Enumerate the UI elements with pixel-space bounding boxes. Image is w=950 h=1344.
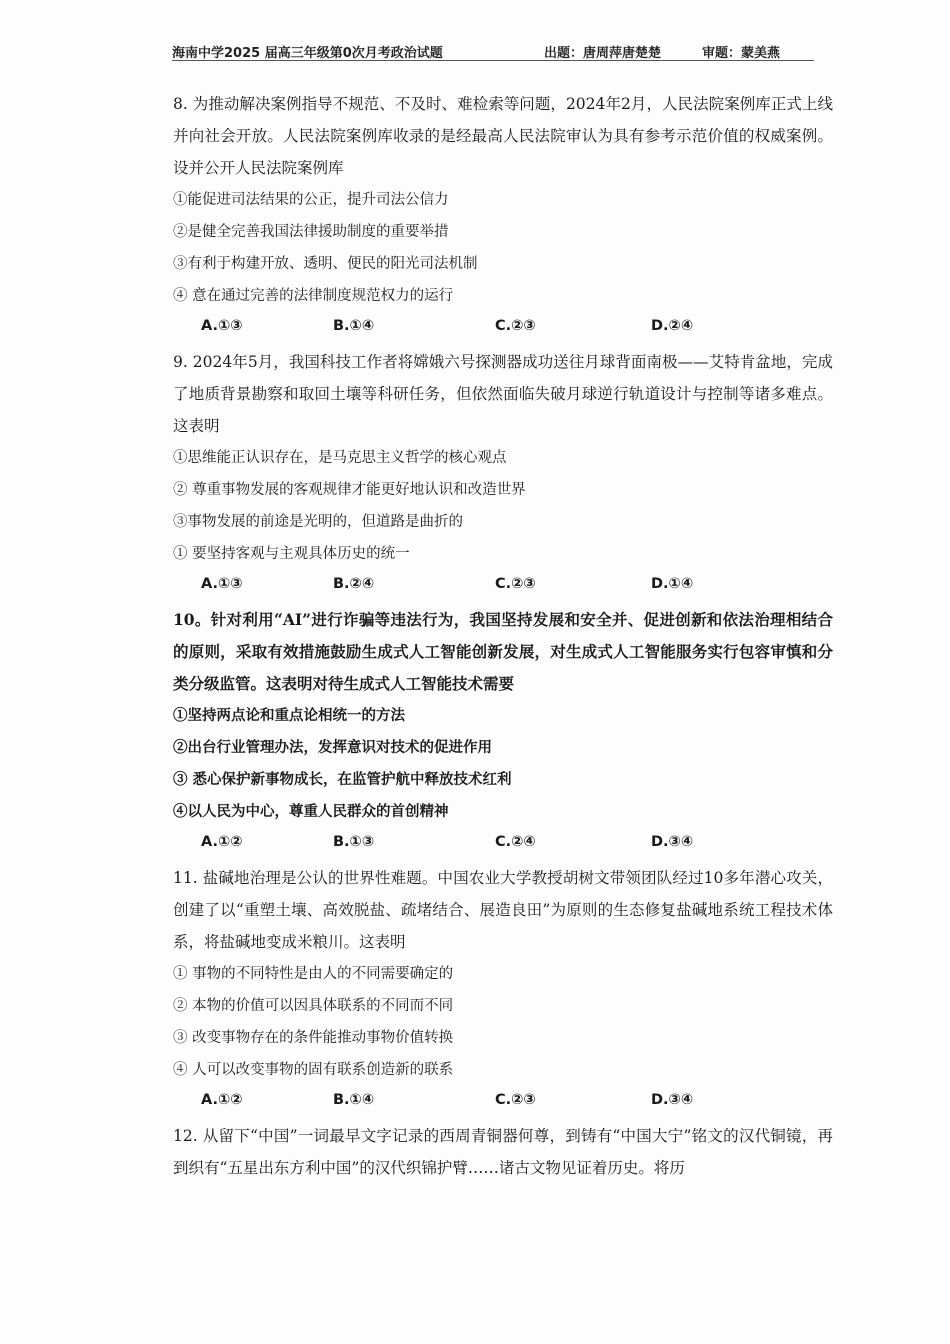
header-rule xyxy=(172,60,814,61)
question-12 xyxy=(173,1120,833,1184)
reviewer-credit: 审题：蒙美燕 xyxy=(702,46,781,61)
option-a: A.①③ xyxy=(201,318,243,334)
option-c: C.②③ xyxy=(495,318,536,334)
question-9 xyxy=(173,346,833,604)
answer-options xyxy=(173,312,833,346)
answer-options xyxy=(173,570,833,604)
statement: ② 尊重事物发展的客观规律才能更好地认识和改造世界 xyxy=(173,482,526,498)
statement: ①思维能正认识存在，是马克思主义哲学的核心观点 xyxy=(173,450,507,466)
question-stem: 9. 2024年5月，我国科技工作者将嫦娥六号探测器成功送往月球背面南极——艾特肯盆地，完成了地质背景勘察和取回土壤等科研任务，但依然面临失破月球逆行轨道设计与控制等诸多难点。这表明 xyxy=(173,353,833,435)
statement: ①能促进司法结果的公正，提升司法公信力 xyxy=(173,192,449,208)
answer-options xyxy=(173,828,833,862)
exam-title: 海南中学2025 届高三年级第0次月考政治试题 xyxy=(172,46,443,61)
question-8 xyxy=(173,88,833,346)
question-stem: 11. 盐碱地治理是公认的世界性难题。中国农业大学教授胡树文带领团队经过10多年潜心攻关，创建了以“重塑土壤、高效脱盐、疏堵结合、展造良田”为原则的生态修复盐碱地系统工程技术体系，将盐碱地变成米粮川。这表明 xyxy=(173,869,833,951)
question-stem: 10。针对利用“AI”进行诈骗等违法行为，我国坚持发展和安全并、促进创新和依法治理相结合的原则，采取有效措施鼓励生成式人工智能创新发展，对生成式人工智能服务实行包容审慎和分类分级监管。这表明对待生成式人工智能技术需要 xyxy=(173,610,833,693)
option-d: D.①④ xyxy=(651,576,694,592)
question-10 xyxy=(173,604,833,862)
question-stem: 12. 从留下“中国”一词最早文字记录的西周青铜器何尊，到铸有“中国大宁”铭文的汉代铜镜，再到织有“五星出东方利中国”的汉代织锦护臂……诸古文物见证着历史。将历 xyxy=(173,1127,833,1177)
option-c: C.②④ xyxy=(495,834,536,850)
statement: ① 要坚持客观与主观具体历史的统一 xyxy=(173,546,410,562)
answer-options xyxy=(173,1086,833,1120)
statement: ④以人民为中心，尊重人民群众的首创精神 xyxy=(173,803,449,820)
option-d: D.②④ xyxy=(651,318,694,334)
question-stem: 8. 为推动解决案例指导不规范、不及时、难检索等问题，2024年2月，人民法院案例库正式上线并向社会开放。人民法院案例库收录的是经最高人民法院审认为具有参考示范价值的权威案例。设并公开人民法院案例库 xyxy=(173,95,833,177)
statement: ③事物发展的前途是光明的，但道路是曲折的 xyxy=(173,514,463,530)
option-b: B.①④ xyxy=(333,1092,375,1108)
statement: ④ 人可以改变事物的固有联系创造新的联系 xyxy=(173,1062,454,1078)
option-b: B.①③ xyxy=(333,834,375,850)
option-a: A.①② xyxy=(201,1092,243,1108)
author-credit: 出题：唐周萍唐楚楚 xyxy=(544,46,662,61)
option-a: A.①② xyxy=(201,834,243,850)
statement: ②是健全完善我国法律援助制度的重要举措 xyxy=(173,224,449,240)
statement: ① 事物的不同特性是由人的不同需要确定的 xyxy=(173,966,454,982)
statement: ③有利于构建开放、透明、便民的阳光司法机制 xyxy=(173,256,478,272)
option-d: D.③④ xyxy=(651,834,694,850)
option-c: C.②③ xyxy=(495,1092,536,1108)
statement: ③ 改变事物存在的条件能推动事物价值转换 xyxy=(173,1030,454,1046)
questions-body xyxy=(173,88,833,1184)
statement: ② 本物的价值可以因具体联系的不同而不同 xyxy=(173,998,454,1014)
page-header xyxy=(172,40,814,62)
statement: ②出台行业管理办法，发挥意识对技术的促进作用 xyxy=(173,739,492,756)
statement: ③ 悉心保护新事物成长，在监管护航中释放技术红利 xyxy=(173,771,512,788)
option-c: C.②③ xyxy=(495,576,536,592)
option-d: D.③④ xyxy=(651,1092,694,1108)
statement: ①坚持两点论和重点论相统一的方法 xyxy=(173,707,405,724)
option-b: B.①④ xyxy=(333,318,375,334)
statement: ④ 意在通过完善的法律制度规范权力的运行 xyxy=(173,288,454,304)
option-a: A.①③ xyxy=(201,576,243,592)
option-b: B.②④ xyxy=(333,576,375,592)
question-11 xyxy=(173,862,833,1120)
